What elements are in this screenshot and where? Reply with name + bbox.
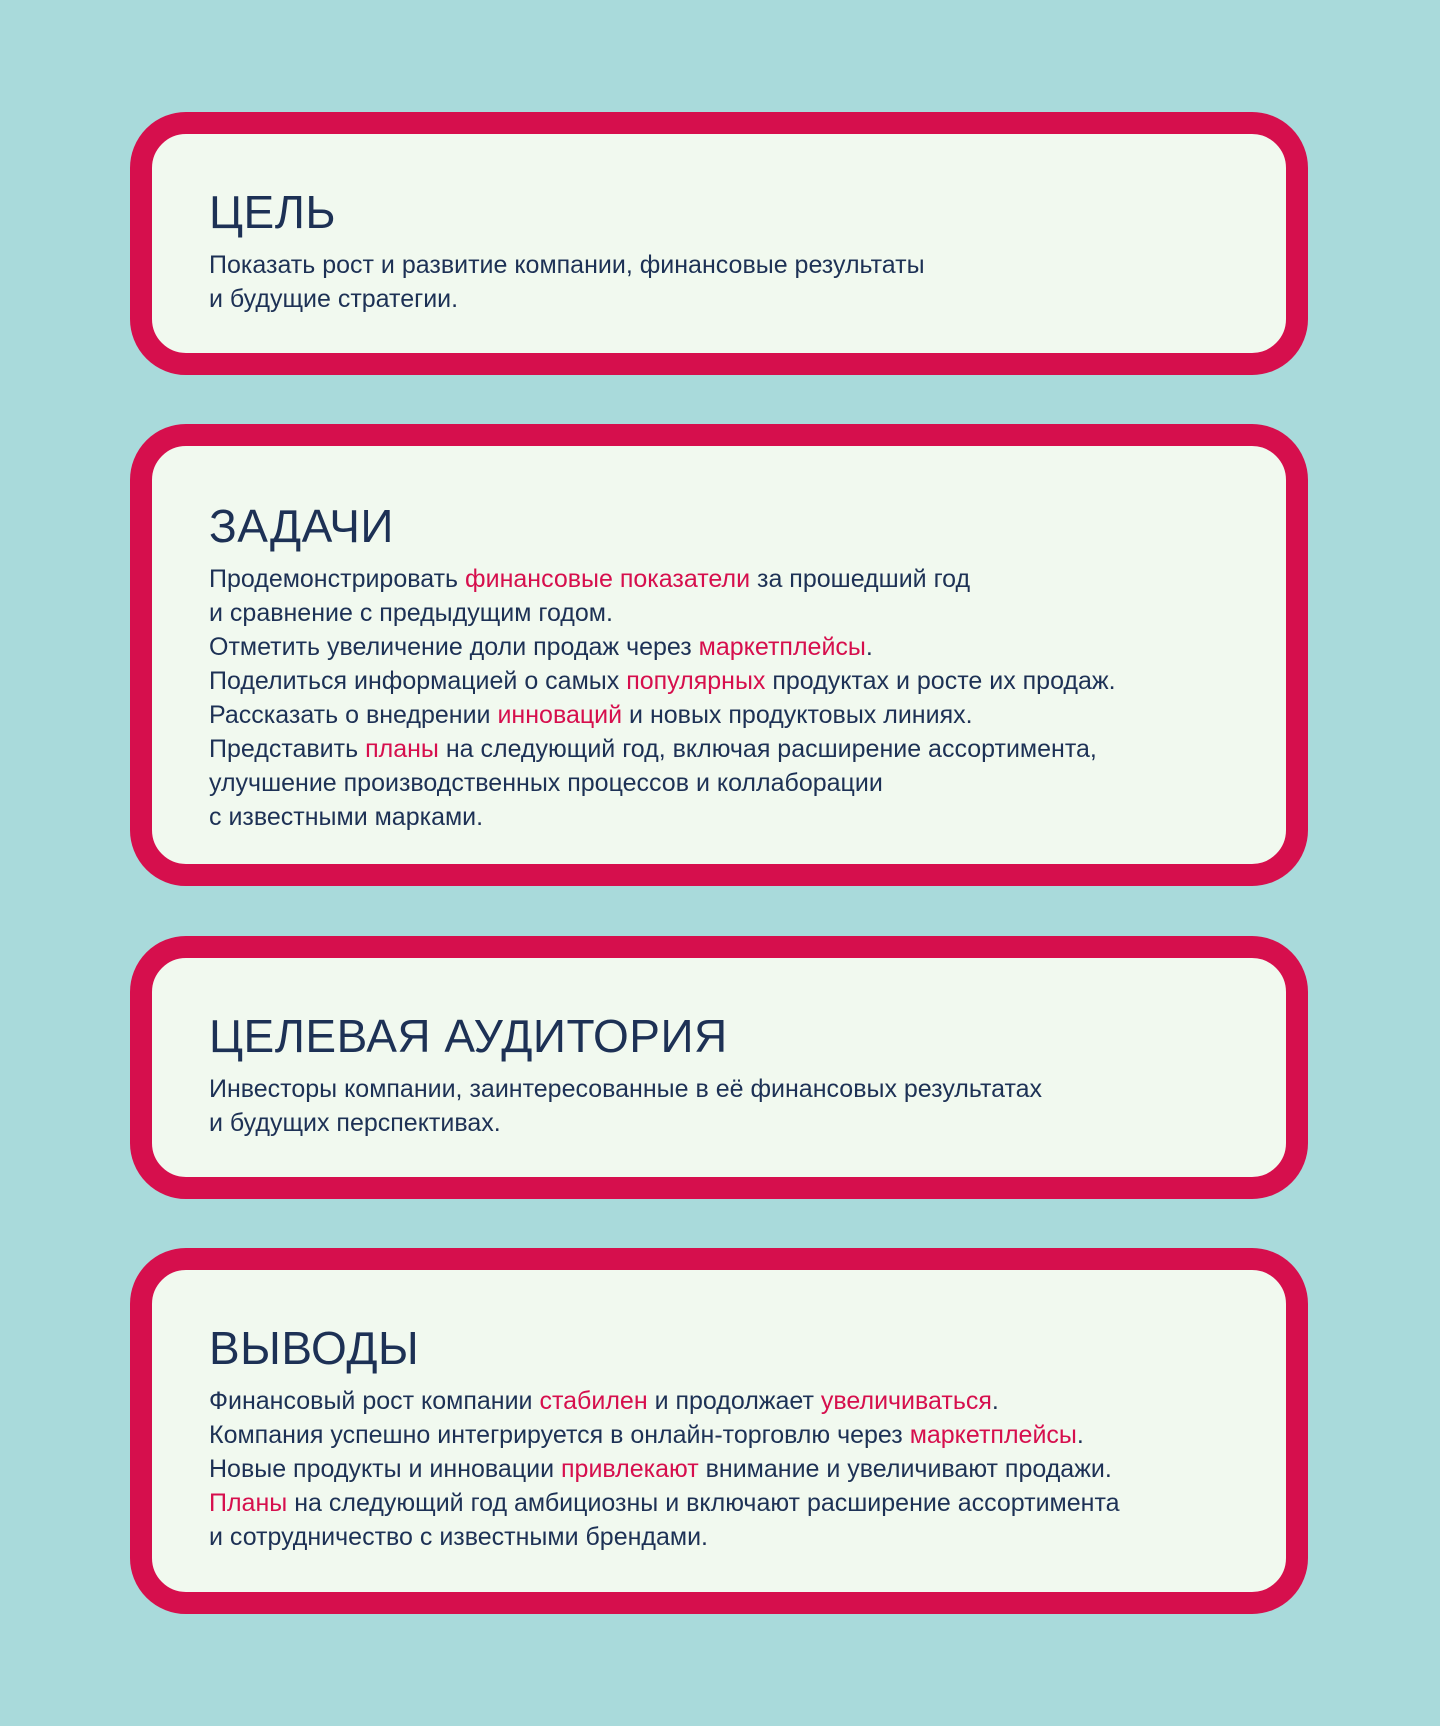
body-text-segment: улучшение производственных процессов и коллаборации bbox=[209, 769, 883, 797]
highlighted-keyword: стабилен bbox=[539, 1387, 648, 1415]
highlighted-keyword: инноваций bbox=[497, 701, 623, 729]
body-text-segment: Инвесторы компании, заинтересованные в её финансовых результатах bbox=[209, 1075, 1043, 1103]
body-line bbox=[209, 1106, 1042, 1140]
body-line bbox=[209, 1486, 1120, 1520]
body-text-segment: и сотрудничество с известными брендами. bbox=[209, 1523, 708, 1551]
body-text-segment: Представить bbox=[209, 735, 366, 763]
body-line bbox=[209, 1384, 1120, 1418]
body-text-segment: . bbox=[991, 1387, 999, 1415]
tasks-text bbox=[209, 562, 1116, 834]
body-line bbox=[209, 664, 1116, 698]
body-line bbox=[209, 282, 925, 316]
highlighted-keyword: маркетплейсы bbox=[698, 633, 866, 661]
target-audience-card bbox=[130, 936, 1308, 1199]
highlighted-keyword: маркетплейсы bbox=[909, 1421, 1077, 1449]
body-text-segment: и будущие стратегии. bbox=[209, 285, 459, 313]
body-text-segment: Новые продукты и инновации bbox=[209, 1455, 562, 1483]
goal-text bbox=[209, 248, 925, 316]
conclusions-title: ВЫВОДЫ bbox=[209, 1322, 420, 1374]
body-text-segment: и новых продуктовых линиях. bbox=[622, 701, 973, 729]
body-text-segment: Продемонстрировать bbox=[209, 565, 466, 593]
body-text-segment: с известными марками. bbox=[209, 803, 484, 831]
body-line bbox=[209, 596, 1116, 630]
body-line bbox=[209, 1452, 1120, 1486]
body-text-segment: за прошедший год bbox=[750, 565, 971, 593]
body-text-segment: . bbox=[865, 633, 873, 661]
body-text-segment: Отметить увеличение доли продаж через bbox=[209, 633, 699, 661]
goal-title: ЦЕЛЬ bbox=[209, 186, 337, 238]
body-line bbox=[209, 1520, 1120, 1554]
body-line bbox=[209, 1418, 1120, 1452]
body-line bbox=[209, 698, 1116, 732]
body-line bbox=[209, 766, 1116, 800]
tasks-title: ЗАДАЧИ bbox=[209, 500, 394, 552]
body-text-segment: и продолжает bbox=[647, 1387, 821, 1415]
body-text-segment: и будущих перспективах. bbox=[209, 1109, 501, 1137]
highlighted-keyword: планы bbox=[365, 735, 439, 763]
body-text-segment: Компания успешно интегрируется в онлайн-торговлю через bbox=[209, 1421, 910, 1449]
body-text-segment: Финансовый рост компании bbox=[209, 1387, 540, 1415]
body-text-segment: Рассказать о внедрении bbox=[209, 701, 498, 729]
highlighted-keyword: финансовые показатели bbox=[465, 565, 751, 593]
body-text-segment: . bbox=[1076, 1421, 1084, 1449]
conclusions-text bbox=[209, 1384, 1120, 1554]
body-text-segment: на следующий год, включая расширение ассортимента, bbox=[438, 735, 1097, 763]
tasks-card bbox=[130, 424, 1308, 886]
body-line bbox=[209, 1072, 1042, 1106]
body-text-segment: внимание и увеличивают продажи. bbox=[698, 1455, 1112, 1483]
conclusions-card bbox=[130, 1248, 1308, 1614]
body-line bbox=[209, 248, 925, 282]
body-text-segment: продуктах и росте их продаж. bbox=[765, 667, 1116, 695]
body-text-segment: Показать рост и развитие компании, финансовые результаты bbox=[209, 251, 925, 279]
goal-card bbox=[130, 112, 1308, 375]
target-audience-title: ЦЕЛЕВАЯ АУДИТОРИЯ bbox=[209, 1010, 728, 1062]
body-text-segment: и сравнение с предыдущим годом. bbox=[209, 599, 613, 627]
target-audience-text bbox=[209, 1072, 1042, 1140]
highlighted-keyword: привлекают bbox=[561, 1455, 699, 1483]
body-text-segment: на следующий год амбициозны и включают расширение ассортимента bbox=[287, 1489, 1120, 1517]
body-line bbox=[209, 562, 1116, 596]
highlighted-keyword: увеличиваться bbox=[820, 1387, 992, 1415]
body-line bbox=[209, 800, 1116, 834]
highlighted-keyword: популярных bbox=[626, 667, 766, 695]
body-line bbox=[209, 732, 1116, 766]
body-text-segment: Поделиться информацией о самых bbox=[209, 667, 627, 695]
body-line bbox=[209, 630, 1116, 664]
highlighted-keyword: Планы bbox=[209, 1489, 288, 1517]
